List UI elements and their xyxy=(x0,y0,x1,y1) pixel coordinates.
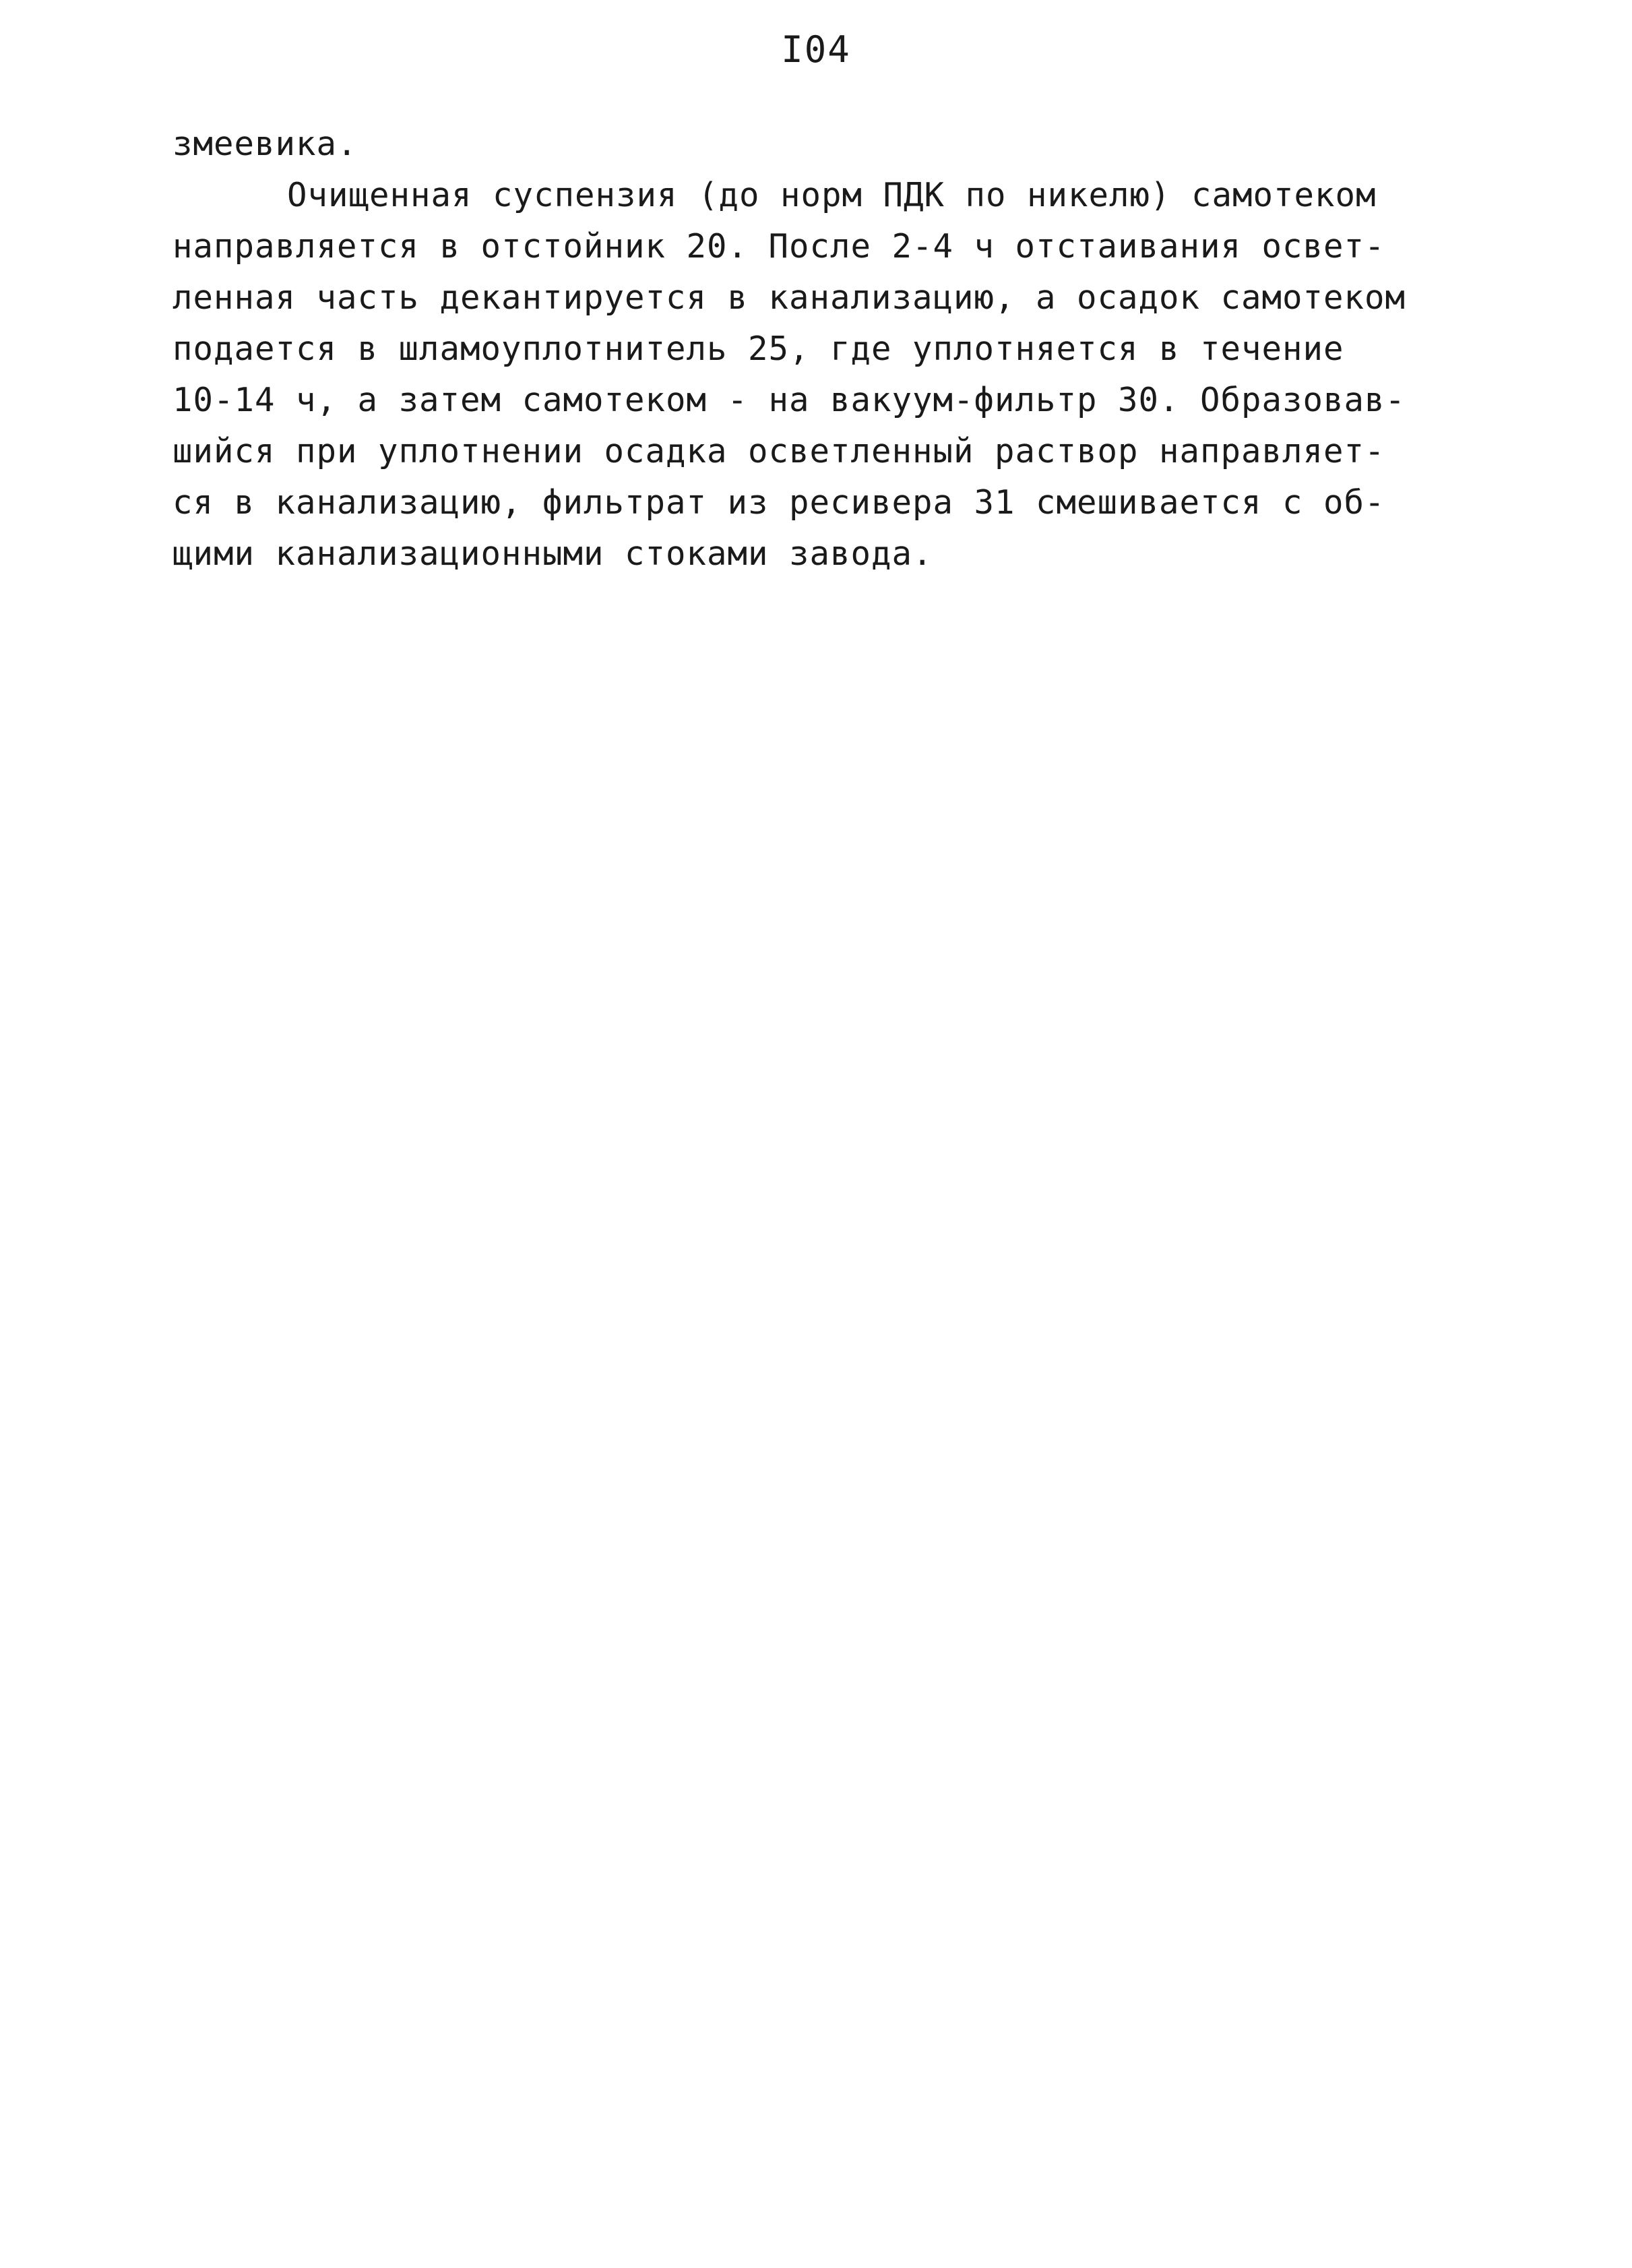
text-line: направляется в отстойник 20. После 2-4 ч отстаивания освет- xyxy=(172,227,1385,266)
page-number: I04 xyxy=(781,28,851,71)
text-line: подается в шламоуплотнитель 25, где уплотняется в течение xyxy=(172,330,1344,368)
text-line: Очищенная суспензия (до норм ПДК по никелю) самотеком xyxy=(287,176,1377,214)
text-line: 10-14 ч, а затем самотеком - на вакуум-фильтр 30. Образовав- xyxy=(172,381,1406,419)
body-text xyxy=(172,119,1493,580)
text-line: шийся при уплотнении осадка осветленный раствор направляет- xyxy=(172,432,1385,470)
text-line: ленная часть декантируется в канализацию, а осадок самотеком xyxy=(172,278,1406,317)
text-line: змеевика. xyxy=(172,125,358,163)
text-line: щими канализационными стоками завода. xyxy=(172,534,933,573)
text-line: ся в канализацию, фильтрат из ресивера 31 смешивается с об- xyxy=(172,483,1385,522)
